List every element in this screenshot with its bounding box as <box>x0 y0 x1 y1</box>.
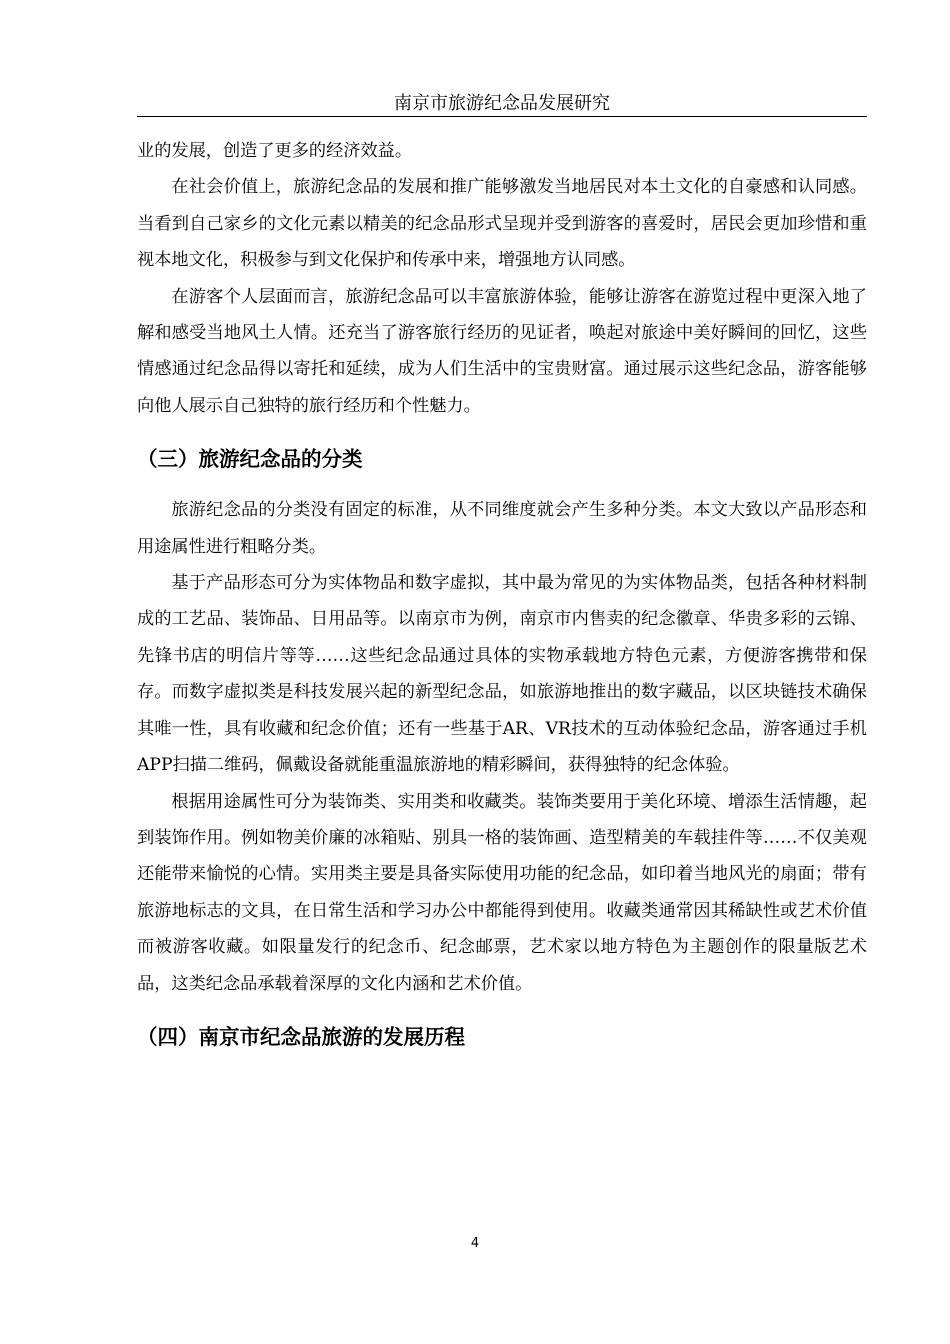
paragraph-product-form: 基于产品形态可分为实体物品和数字虚拟，其中最为常见的为实体物品类，包括各种材料制成的工艺品、装饰品、日用品等。以南京市为例，南京市内售卖的纪念徽章、华贵多彩的云锦、先锋书店的明信片等等……这些纪念品通过具体的实物承载地方特色元素，方便游客携带和保存。而数字虚拟类是科技发展兴起的新型纪念品，如旅游地推出的数字藏品，以区块链技术确保其唯一性，具有收藏和纪念价值；还有一些基于AR、VR技术的互动体验纪念品，游客通过手机APP扫描二维码，佩戴设备就能重温旅游地的精彩瞬间，获得独特的纪念体验。 <box>137 573 867 776</box>
paragraph-social-value: 在社会价值上，旅游纪念品的发展和推广能够激发当地居民对本土文化的自豪感和认同感。当看到自己家乡的文化元素以精美的纪念品形式呈现并受到游客的喜爱时，居民会更加珍惜和重视本地文化，积极参与到文化保护和传承中来，增强地方认同感。 <box>137 177 867 271</box>
paragraph-continued: 业的发展，创造了更多的经济效益。 <box>137 141 413 161</box>
section-heading-classification: （三）旅游纪念品的分类 <box>137 447 363 472</box>
page-number: 4 <box>470 1236 480 1251</box>
paragraph-usage-attribute: 根据用途属性可分为装饰类、实用类和收藏类。装饰类要用于美化环境、增添生活情趣，起到装饰作用。例如物美价廉的冰箱贴、别具一格的装饰画、造型精美的车载挂件等……不仅美观还能带来愉悦的心情。实用类主要是具备实际使用功能的纪念品，如印着当地风光的扇面；带有旅游地标志的文具，在日常生活和学习办公中都能得到使用。收藏类通常因其稀缺性或艺术价值而被游客收藏。如限量发行的纪念币、纪念邮票，艺术家以地方特色为主题创作的限量版艺术品，这类纪念品承载着深厚的文化内涵和艺术价值。 <box>137 791 867 994</box>
section-heading-history: （四）南京市纪念品旅游的发展历程 <box>137 1024 465 1049</box>
page-body <box>137 133 867 1070</box>
paragraph-classification-intro: 旅游纪念品的分类没有固定的标准，从不同维度就会产生多种分类。本文大致以产品形态和用途属性进行粗略分类。 <box>137 500 867 557</box>
paragraph-tourist-value: 在游客个人层面而言，旅游纪念品可以丰富旅游体验，能够让游客在游览过程中更深入地了解和感受当地风土人情。还充当了游客旅行经历的见证者，唤起对旅途中美好瞬间的回忆，这些情感通过纪念品得以寄托和延续，成为人们生活中的宝贵财富。通过展示这些纪念品，游客能够向他人展示自己独特的旅行经历和个性魅力。 <box>137 286 867 416</box>
running-header: 南京市旅游纪念品发展研究 <box>137 92 867 117</box>
